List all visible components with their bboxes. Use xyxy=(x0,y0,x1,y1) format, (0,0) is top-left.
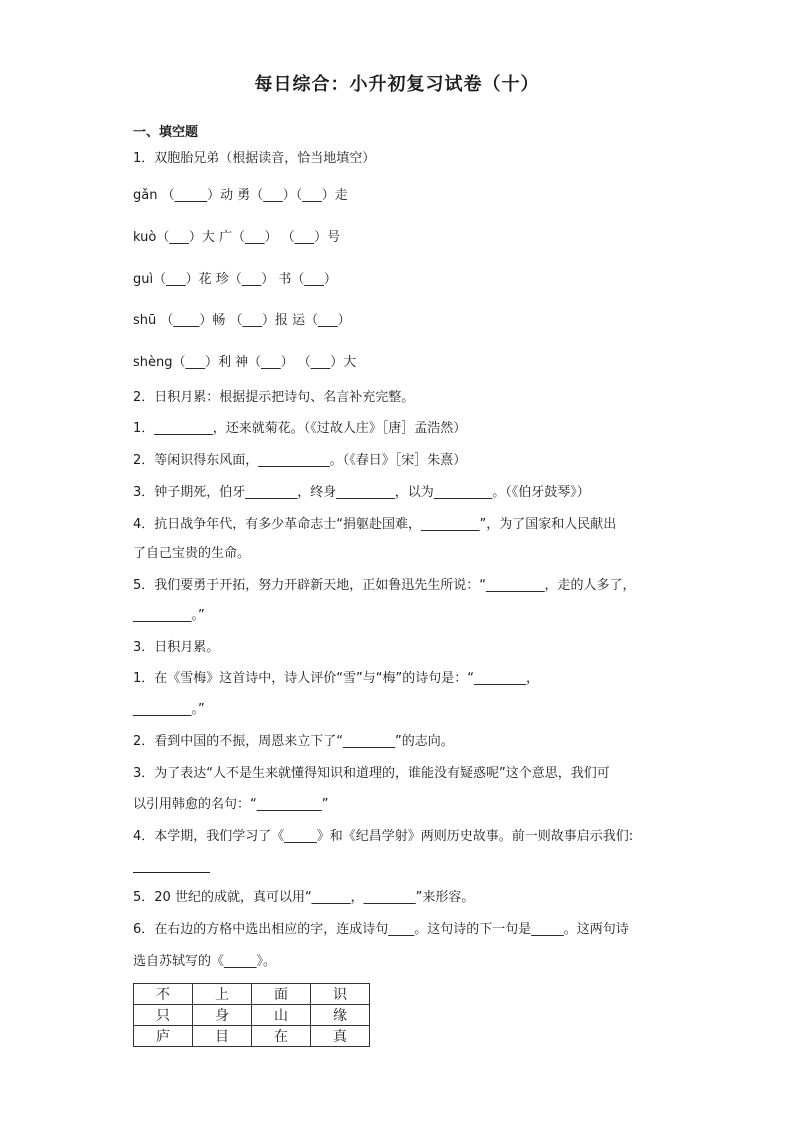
question-2-item: 2．等闲识得东风面，___________。（《春日》［宋］朱熹） xyxy=(133,453,467,468)
question-3-item-cont: 以引用韩愈的名句：“__________” xyxy=(133,797,329,812)
grid-cell: 身 xyxy=(193,1005,252,1026)
question-2-item: 5．我们要勇于开拓，努力开辟新天地，正如鲁迅先生所说：“_________，走的人多了， xyxy=(133,578,636,593)
grid-cell: 缘 xyxy=(311,1005,370,1026)
question-3-item: 4．本学期，我们学习了《_____》和《纪昌学射》两则历史故事。前一则故事启示我们: xyxy=(133,829,634,844)
answer-blank-line xyxy=(133,872,210,873)
pinyin-row-shu: shū （____）畅 （___）报 运（___） xyxy=(133,313,351,328)
grid-row xyxy=(134,984,370,1005)
question-3-item: 5．20 世纪的成就，真可以用“______，________”来形容。 xyxy=(133,890,475,905)
pinyin-row-sheng: shèng（___）利 神（___） （___）大 xyxy=(133,355,357,370)
character-grid xyxy=(133,983,370,1047)
grid-cell: 山 xyxy=(252,1005,311,1026)
grid-row xyxy=(134,1026,370,1047)
question-3-prompt: 3．日积月累。 xyxy=(133,640,220,655)
pinyin-row-gan: gǎn （_____）动 勇（___）（___）走 xyxy=(133,188,348,203)
grid-row xyxy=(134,1005,370,1026)
question-3-item-cont: _________。” xyxy=(133,702,205,717)
question-3-item: 6．在右边的方格中选出相应的字，连成诗句____。这句诗的下一句是_____。这两句诗 xyxy=(133,922,629,937)
question-1-prompt: 1．双胞胎兄弟（根据读音，恰当地填空） xyxy=(133,151,376,166)
question-2-item: 4．抗日战争年代，有多少革命志士“捐躯赴国难，_________”，为了国家和人民献出 xyxy=(133,517,617,532)
section-heading: 一、填空题 xyxy=(133,125,199,140)
question-2-item: 1．_________，还来就菊花。（《过故人庄》［唐］孟浩然） xyxy=(133,421,467,436)
grid-cell: 识 xyxy=(311,984,370,1005)
grid-cell: 只 xyxy=(134,1005,193,1026)
question-3-item: 3．为了表达“人不是生来就懂得知识和道理的，谁能没有疑惑呢”这个意思，我们可 xyxy=(133,766,610,781)
page-title: 每日综合：小升初复习试卷（十） xyxy=(254,74,540,95)
question-2-item-cont: 了自己宝贵的生命。 xyxy=(133,546,251,561)
grid-cell: 上 xyxy=(193,984,252,1005)
question-3-item: 2．看到中国的不振，周恩来立下了“________”的志向。 xyxy=(133,734,454,749)
pinyin-row-gui: guì（___）花 珍（___） 书（___） xyxy=(133,272,337,287)
grid-cell: 真 xyxy=(311,1026,370,1047)
question-3-item-cont: 选自苏轼写的《_____》。 xyxy=(133,954,277,969)
grid-cell: 不 xyxy=(134,984,193,1005)
question-3-item: 1．在《雪梅》这首诗中，诗人评价“雪”与“梅”的诗句是：“________， xyxy=(133,671,539,686)
question-2-prompt: 2．日积月累：根据提示把诗句、名言补充完整。 xyxy=(133,390,415,405)
grid-cell: 面 xyxy=(252,984,311,1005)
grid-cell: 庐 xyxy=(134,1026,193,1047)
grid-cell: 在 xyxy=(252,1026,311,1047)
grid-cell: 目 xyxy=(193,1026,252,1047)
pinyin-row-kuo: kuò（___）大 广（___） （___）号 xyxy=(133,230,341,245)
question-2-item-cont: _________。” xyxy=(133,608,205,623)
question-2-item: 3．钟子期死，伯牙________，终身_________，以为_________。（《伯牙鼓琴》） xyxy=(133,485,590,500)
